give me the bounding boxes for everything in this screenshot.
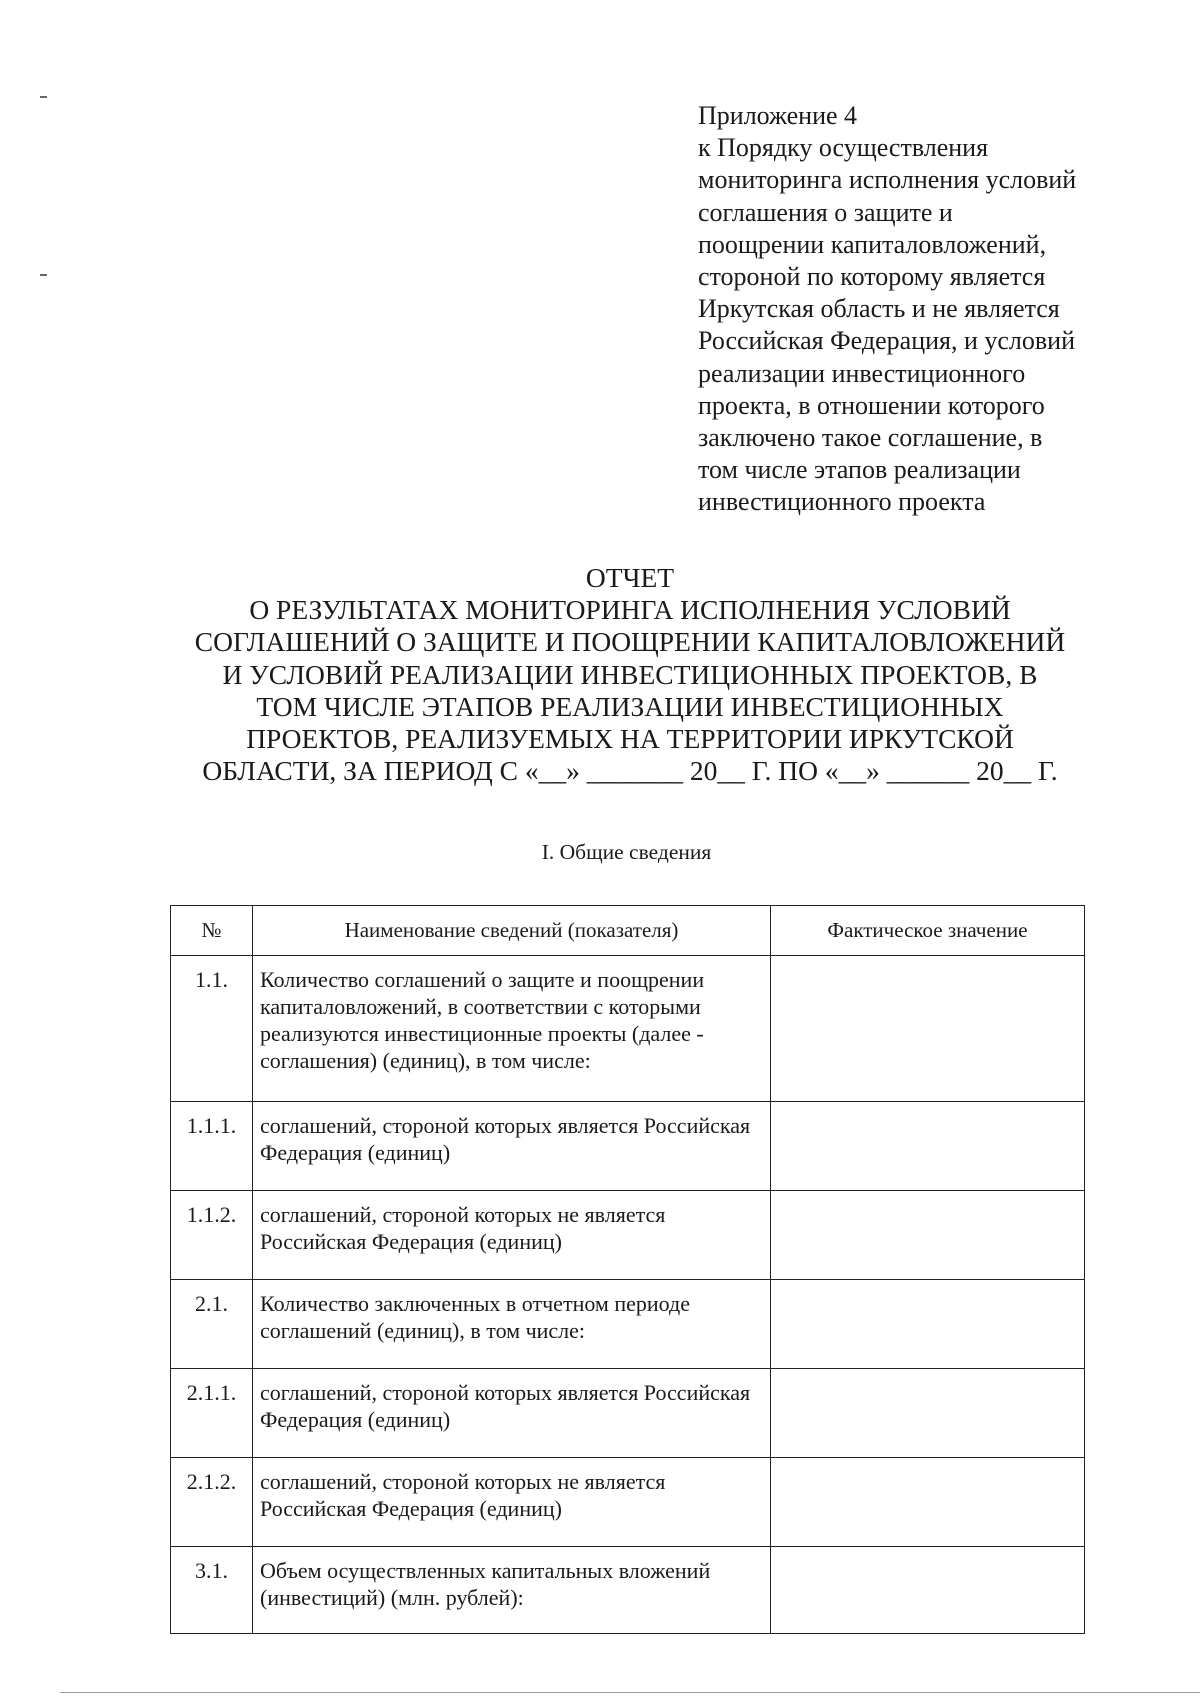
appendix-line: инвестиционного проекта [698, 487, 986, 517]
column-header-value: Фактическое значение [771, 906, 1085, 956]
table-row [171, 1458, 1085, 1547]
appendix-line: Российская Федерация, и условий [698, 326, 1076, 356]
table-row [171, 1369, 1085, 1458]
row-number: 2.1.2. [171, 1458, 253, 1547]
general-info-table [170, 905, 1085, 1634]
appendix-line: стороной по которому является [698, 262, 1046, 292]
appendix-line: заключено такое соглашение, в [698, 423, 1043, 453]
section-heading: I. Общие сведения [541, 840, 712, 864]
scan-mark [40, 274, 47, 276]
report-title-line: И УСЛОВИЙ РЕАЛИЗАЦИИ ИНВЕСТИЦИОННЫХ ПРОЕКТОВ, В [222, 658, 1038, 690]
appendix-line: проекта, в отношении которого [698, 390, 1045, 420]
row-number: 1.1. [171, 956, 253, 1102]
table-header-row [171, 906, 1085, 956]
row-number: 1.1.1. [171, 1102, 253, 1191]
row-number: 2.1. [171, 1280, 253, 1369]
table-row [171, 1547, 1085, 1634]
report-title-line: ПРОЕКТОВ, РЕАЛИЗУЕМЫХ НА ТЕРРИТОРИИ ИРКУТСКОЙ [246, 723, 1014, 755]
row-indicator-name: Количество соглашений о защите и поощрении капиталовложений, в соответствии с которыми реализуются инвестиционные проекты (далее - соглашения) (единиц), в том числе: [253, 956, 771, 1102]
report-title-line: ТОМ ЧИСЛЕ ЭТАПОВ РЕАЛИЗАЦИИ ИНВЕСТИЦИОННЫХ [256, 690, 1004, 722]
appendix-line: Иркутская область и не является [698, 294, 1060, 324]
row-actual-value [771, 956, 1085, 1102]
row-number: 3.1. [171, 1547, 253, 1634]
appendix-line: Приложение 4 [698, 101, 858, 130]
scan-mark [40, 96, 47, 98]
appendix-note [698, 100, 1118, 519]
appendix-line: соглашения о защите и [698, 197, 953, 227]
row-indicator-name: соглашений, стороной которых не является Российская Федерация (единиц) [253, 1458, 771, 1547]
row-actual-value [771, 1102, 1085, 1191]
table-row [171, 956, 1085, 1102]
row-actual-value [771, 1191, 1085, 1280]
appendix-line: мониторинга исполнения условий [698, 165, 1077, 195]
appendix-line: том числе этапов реализации [698, 455, 1021, 485]
row-indicator-name: Количество заключенных в отчетном периоде соглашений (единиц), в том числе: [253, 1280, 771, 1369]
table-row [171, 1280, 1085, 1369]
report-title-line: ОТЧЕТ [585, 562, 675, 593]
column-header-name: Наименование сведений (показателя) [253, 906, 771, 956]
appendix-line: поощрении капиталовложений, [698, 229, 1047, 259]
table-row [171, 1191, 1085, 1280]
row-indicator-name: соглашений, стороной которых является Российская Федерация (единиц) [253, 1102, 771, 1191]
row-actual-value [771, 1458, 1085, 1547]
row-number: 2.1.1. [171, 1369, 253, 1458]
row-indicator-name: соглашений, стороной которых является Российская Федерация (единиц) [253, 1369, 771, 1458]
row-actual-value [771, 1547, 1085, 1634]
row-actual-value [771, 1369, 1085, 1458]
row-actual-value [771, 1280, 1085, 1369]
report-title-line: СОГЛАШЕНИЙ О ЗАЩИТЕ И ПООЩРЕНИИ КАПИТАЛОВЛОЖЕНИЙ [194, 626, 1066, 658]
report-title [110, 562, 1150, 787]
appendix-line: к Порядку осуществления [698, 133, 989, 163]
appendix-line: реализации инвестиционного [698, 358, 1026, 388]
row-indicator-name: соглашений, стороной которых не является Российская Федерация (единиц) [253, 1191, 771, 1280]
page-bottom-edge [60, 1692, 1200, 1693]
report-title-line: ОБЛАСТИ, ЗА ПЕРИОД С «__» _______ 20__ Г. ПО «__» ______ 20__ Г. [202, 755, 1058, 787]
column-header-num: № [171, 906, 253, 956]
report-title-line: О РЕЗУЛЬТАТАХ МОНИТОРИНГА ИСПОЛНЕНИЯ УСЛОВИЙ [249, 594, 1011, 626]
table-row [171, 1102, 1085, 1191]
row-number: 1.1.2. [171, 1191, 253, 1280]
row-indicator-name: Объем осуществленных капитальных вложений (инвестиций) (млн. рублей): [253, 1547, 771, 1634]
